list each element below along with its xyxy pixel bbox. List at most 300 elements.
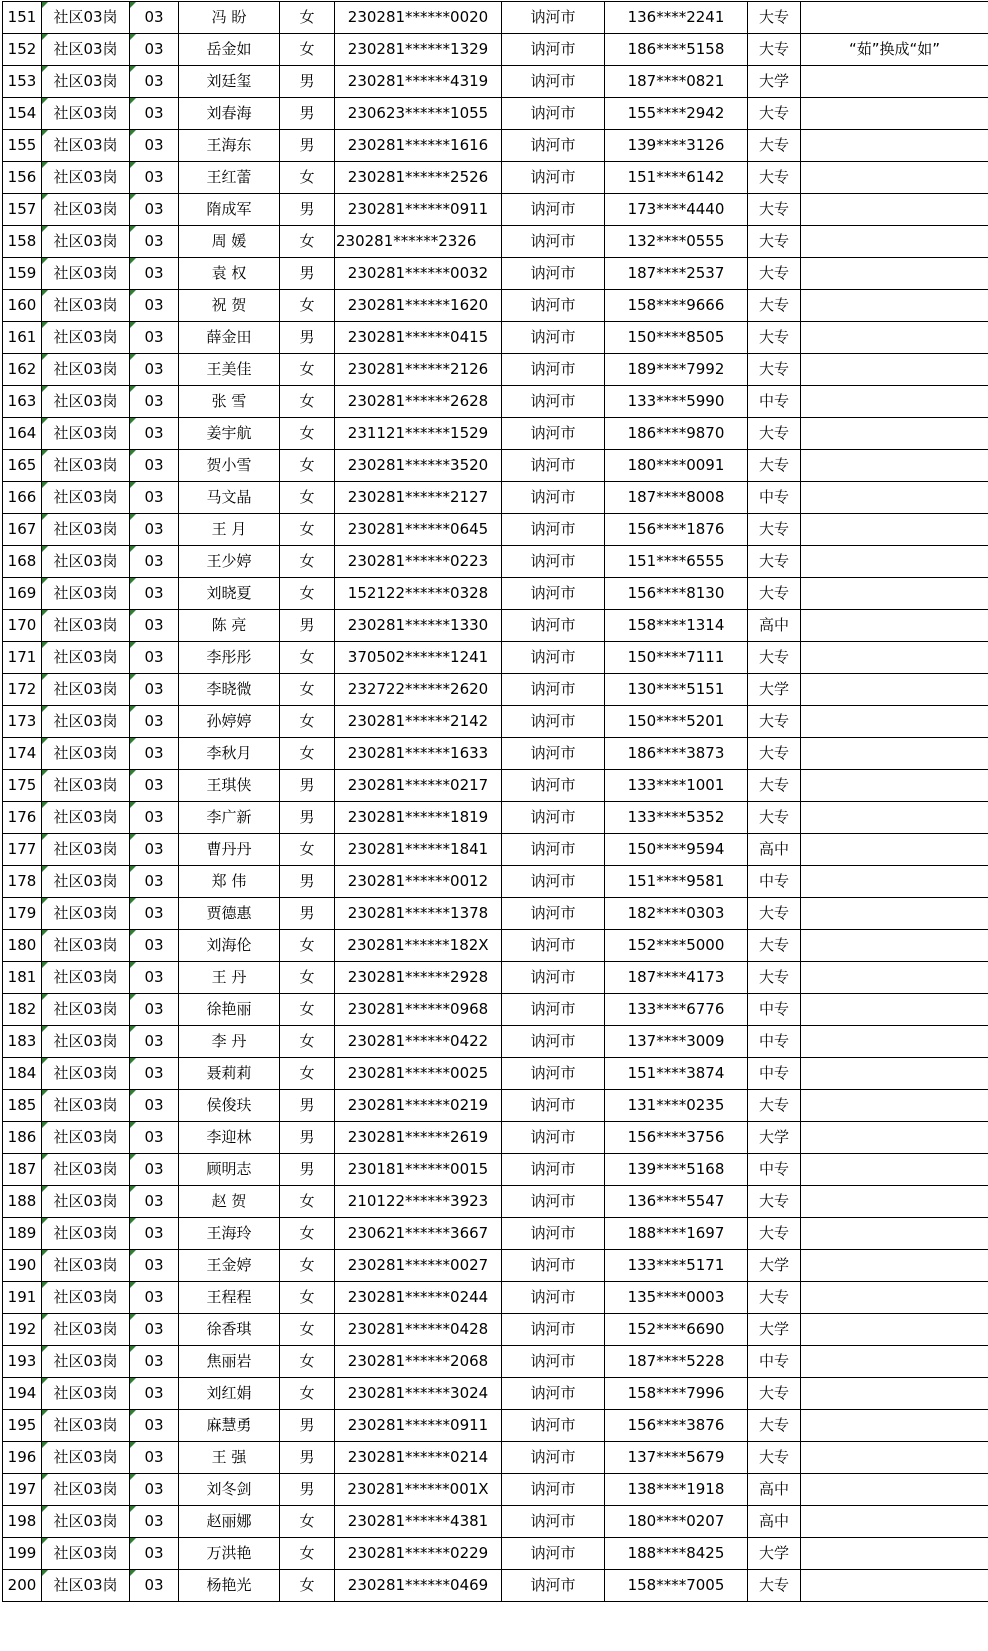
- cell-name[interactable]: 顾明志: [179, 1154, 280, 1186]
- cell-id-number[interactable]: 230281******0229: [335, 1538, 502, 1570]
- cell-note[interactable]: [801, 1474, 988, 1506]
- cell-city[interactable]: 讷河市: [502, 930, 605, 962]
- cell-city[interactable]: 讷河市: [502, 1410, 605, 1442]
- cell-phone[interactable]: 133****1001: [605, 770, 748, 802]
- cell-id-number[interactable]: 230281******0911: [335, 194, 502, 226]
- cell-sex[interactable]: 男: [280, 1154, 335, 1186]
- cell-note[interactable]: [801, 546, 988, 578]
- cell-city[interactable]: 讷河市: [502, 1154, 605, 1186]
- cell-number[interactable]: 160: [3, 290, 42, 322]
- cell-education[interactable]: 大学: [748, 1250, 801, 1282]
- cell-sex[interactable]: 女: [280, 642, 335, 674]
- cell-sex[interactable]: 男: [280, 322, 335, 354]
- cell-name[interactable]: 王美佳: [179, 354, 280, 386]
- cell-post-code[interactable]: 03: [130, 162, 179, 194]
- cell-note[interactable]: [801, 418, 988, 450]
- cell-note[interactable]: [801, 98, 988, 130]
- cell-name[interactable]: 王 强: [179, 1442, 280, 1474]
- cell-id-number[interactable]: 230281******2526: [335, 162, 502, 194]
- cell-city[interactable]: 讷河市: [502, 546, 605, 578]
- cell-name[interactable]: 祝 贺: [179, 290, 280, 322]
- cell-number[interactable]: 165: [3, 450, 42, 482]
- cell-id-number[interactable]: 230281******1378: [335, 898, 502, 930]
- cell-sex[interactable]: 女: [280, 962, 335, 994]
- cell-phone[interactable]: 137****3009: [605, 1026, 748, 1058]
- cell-city[interactable]: 讷河市: [502, 1186, 605, 1218]
- cell-number[interactable]: 157: [3, 194, 42, 226]
- cell-phone[interactable]: 152****6690: [605, 1314, 748, 1346]
- cell-post[interactable]: 社区03岗: [42, 290, 130, 322]
- cell-name[interactable]: 薛金田: [179, 322, 280, 354]
- cell-phone[interactable]: 188****8425: [605, 1538, 748, 1570]
- cell-education[interactable]: 高中: [748, 1506, 801, 1538]
- cell-post-code[interactable]: 03: [130, 1154, 179, 1186]
- cell-education[interactable]: 大专: [748, 162, 801, 194]
- cell-phone[interactable]: 150****8505: [605, 322, 748, 354]
- cell-sex[interactable]: 女: [280, 1058, 335, 1090]
- cell-post-code[interactable]: 03: [130, 354, 179, 386]
- cell-city[interactable]: 讷河市: [502, 418, 605, 450]
- cell-post-code[interactable]: 03: [130, 898, 179, 930]
- cell-post-code[interactable]: 03: [130, 1186, 179, 1218]
- cell-post-code[interactable]: 03: [130, 514, 179, 546]
- cell-name[interactable]: 王少婷: [179, 546, 280, 578]
- cell-sex[interactable]: 女: [280, 2, 335, 34]
- cell-note[interactable]: [801, 1186, 988, 1218]
- cell-number[interactable]: 156: [3, 162, 42, 194]
- cell-id-number[interactable]: 230281******0217: [335, 770, 502, 802]
- cell-post-code[interactable]: 03: [130, 642, 179, 674]
- cell-note[interactable]: [801, 962, 988, 994]
- cell-education[interactable]: 大学: [748, 1538, 801, 1570]
- cell-number[interactable]: 182: [3, 994, 42, 1026]
- cell-phone[interactable]: 156****3876: [605, 1410, 748, 1442]
- cell-city[interactable]: 讷河市: [502, 66, 605, 98]
- cell-sex[interactable]: 女: [280, 834, 335, 866]
- cell-phone[interactable]: 156****8130: [605, 578, 748, 610]
- cell-phone[interactable]: 182****0303: [605, 898, 748, 930]
- cell-name[interactable]: 贺小雪: [179, 450, 280, 482]
- cell-post[interactable]: 社区03岗: [42, 1346, 130, 1378]
- cell-number[interactable]: 153: [3, 66, 42, 98]
- cell-post-code[interactable]: 03: [130, 802, 179, 834]
- cell-sex[interactable]: 女: [280, 514, 335, 546]
- cell-note[interactable]: [801, 1218, 988, 1250]
- cell-post-code[interactable]: 03: [130, 994, 179, 1026]
- cell-number[interactable]: 196: [3, 1442, 42, 1474]
- cell-post-code[interactable]: 03: [130, 1378, 179, 1410]
- cell-sex[interactable]: 女: [280, 418, 335, 450]
- cell-sex[interactable]: 女: [280, 1570, 335, 1602]
- cell-city[interactable]: 讷河市: [502, 1442, 605, 1474]
- cell-note[interactable]: [801, 674, 988, 706]
- cell-post[interactable]: 社区03岗: [42, 450, 130, 482]
- cell-post[interactable]: 社区03岗: [42, 866, 130, 898]
- cell-city[interactable]: 讷河市: [502, 258, 605, 290]
- cell-post-code[interactable]: 03: [130, 1090, 179, 1122]
- cell-post-code[interactable]: 03: [130, 1570, 179, 1602]
- cell-number[interactable]: 183: [3, 1026, 42, 1058]
- cell-name[interactable]: 周 媛: [179, 226, 280, 258]
- cell-education[interactable]: 大专: [748, 642, 801, 674]
- cell-post[interactable]: 社区03岗: [42, 834, 130, 866]
- cell-post[interactable]: 社区03岗: [42, 2, 130, 34]
- cell-number[interactable]: 174: [3, 738, 42, 770]
- cell-id-number[interactable]: 230281******0025: [335, 1058, 502, 1090]
- cell-note[interactable]: [801, 514, 988, 546]
- cell-name[interactable]: 郑 伟: [179, 866, 280, 898]
- cell-post-code[interactable]: 03: [130, 1506, 179, 1538]
- cell-number[interactable]: 179: [3, 898, 42, 930]
- cell-education[interactable]: 大专: [748, 546, 801, 578]
- cell-post[interactable]: 社区03岗: [42, 226, 130, 258]
- cell-sex[interactable]: 女: [280, 1506, 335, 1538]
- cell-sex[interactable]: 女: [280, 1314, 335, 1346]
- cell-post-code[interactable]: 03: [130, 450, 179, 482]
- cell-city[interactable]: 讷河市: [502, 1474, 605, 1506]
- cell-education[interactable]: 中专: [748, 866, 801, 898]
- cell-sex[interactable]: 女: [280, 450, 335, 482]
- cell-education[interactable]: 大专: [748, 418, 801, 450]
- cell-number[interactable]: 161: [3, 322, 42, 354]
- cell-phone[interactable]: 152****5000: [605, 930, 748, 962]
- cell-post[interactable]: 社区03岗: [42, 1314, 130, 1346]
- cell-city[interactable]: 讷河市: [502, 1058, 605, 1090]
- cell-sex[interactable]: 女: [280, 1378, 335, 1410]
- cell-note[interactable]: [801, 1058, 988, 1090]
- cell-name[interactable]: 李晓微: [179, 674, 280, 706]
- cell-note[interactable]: [801, 2, 988, 34]
- cell-note[interactable]: [801, 1154, 988, 1186]
- cell-sex[interactable]: 女: [280, 162, 335, 194]
- cell-number[interactable]: 177: [3, 834, 42, 866]
- cell-post[interactable]: 社区03岗: [42, 322, 130, 354]
- cell-id-number[interactable]: 230281******0219: [335, 1090, 502, 1122]
- cell-number[interactable]: 162: [3, 354, 42, 386]
- cell-note[interactable]: [801, 866, 988, 898]
- cell-note[interactable]: [801, 1250, 988, 1282]
- cell-number[interactable]: 200: [3, 1570, 42, 1602]
- cell-note[interactable]: [801, 738, 988, 770]
- cell-phone[interactable]: 137****5679: [605, 1442, 748, 1474]
- cell-name[interactable]: 姜宇航: [179, 418, 280, 450]
- cell-number[interactable]: 173: [3, 706, 42, 738]
- cell-name[interactable]: 李迎林: [179, 1122, 280, 1154]
- cell-id-number[interactable]: 152122******0328: [335, 578, 502, 610]
- cell-city[interactable]: 讷河市: [502, 2, 605, 34]
- cell-number[interactable]: 166: [3, 482, 42, 514]
- cell-note[interactable]: [801, 802, 988, 834]
- cell-note[interactable]: [801, 642, 988, 674]
- cell-phone[interactable]: 158****7005: [605, 1570, 748, 1602]
- cell-number[interactable]: 194: [3, 1378, 42, 1410]
- cell-name[interactable]: 隋成军: [179, 194, 280, 226]
- cell-post[interactable]: 社区03岗: [42, 706, 130, 738]
- cell-number[interactable]: 185: [3, 1090, 42, 1122]
- cell-education[interactable]: 大专: [748, 930, 801, 962]
- cell-post[interactable]: 社区03岗: [42, 258, 130, 290]
- cell-note[interactable]: [801, 1090, 988, 1122]
- cell-name[interactable]: 马文晶: [179, 482, 280, 514]
- cell-phone[interactable]: 188****1697: [605, 1218, 748, 1250]
- cell-post[interactable]: 社区03岗: [42, 962, 130, 994]
- cell-post[interactable]: 社区03岗: [42, 98, 130, 130]
- cell-id-number[interactable]: 230281******3520: [335, 450, 502, 482]
- cell-note[interactable]: [801, 834, 988, 866]
- cell-sex[interactable]: 女: [280, 1026, 335, 1058]
- cell-note[interactable]: “茹”换成“如”: [801, 34, 988, 66]
- cell-education[interactable]: 大专: [748, 354, 801, 386]
- cell-sex[interactable]: 女: [280, 226, 335, 258]
- cell-sex[interactable]: 女: [280, 1538, 335, 1570]
- cell-id-number[interactable]: 230281******0020: [335, 2, 502, 34]
- cell-note[interactable]: [801, 482, 988, 514]
- cell-sex[interactable]: 女: [280, 386, 335, 418]
- cell-id-number[interactable]: 230281******0415: [335, 322, 502, 354]
- cell-post[interactable]: 社区03岗: [42, 994, 130, 1026]
- cell-sex[interactable]: 女: [280, 1346, 335, 1378]
- cell-education[interactable]: 中专: [748, 994, 801, 1026]
- cell-id-number[interactable]: 230281******2619: [335, 1122, 502, 1154]
- cell-education[interactable]: 大专: [748, 1186, 801, 1218]
- cell-id-number[interactable]: 230281******0422: [335, 1026, 502, 1058]
- cell-number[interactable]: 158: [3, 226, 42, 258]
- cell-note[interactable]: [801, 1442, 988, 1474]
- cell-note[interactable]: [801, 66, 988, 98]
- cell-note[interactable]: [801, 1314, 988, 1346]
- cell-id-number[interactable]: 230621******3667: [335, 1218, 502, 1250]
- cell-number[interactable]: 170: [3, 610, 42, 642]
- cell-id-number[interactable]: 230281******182X: [335, 930, 502, 962]
- cell-post[interactable]: 社区03岗: [42, 66, 130, 98]
- cell-number[interactable]: 190: [3, 1250, 42, 1282]
- cell-sex[interactable]: 男: [280, 898, 335, 930]
- cell-id-number[interactable]: 230281******3024: [335, 1378, 502, 1410]
- cell-city[interactable]: 讷河市: [502, 610, 605, 642]
- cell-post[interactable]: 社区03岗: [42, 1218, 130, 1250]
- cell-sex[interactable]: 男: [280, 866, 335, 898]
- cell-name[interactable]: 张 雪: [179, 386, 280, 418]
- cell-phone[interactable]: 156****3756: [605, 1122, 748, 1154]
- cell-sex[interactable]: 男: [280, 1474, 335, 1506]
- cell-number[interactable]: 199: [3, 1538, 42, 1570]
- cell-city[interactable]: 讷河市: [502, 1378, 605, 1410]
- cell-name[interactable]: 刘红娟: [179, 1378, 280, 1410]
- cell-education[interactable]: 大专: [748, 226, 801, 258]
- cell-number[interactable]: 159: [3, 258, 42, 290]
- cell-post-code[interactable]: 03: [130, 1282, 179, 1314]
- cell-id-number[interactable]: 230281******2928: [335, 962, 502, 994]
- cell-education[interactable]: 高中: [748, 1474, 801, 1506]
- cell-post-code[interactable]: 03: [130, 1026, 179, 1058]
- cell-name[interactable]: 李秋月: [179, 738, 280, 770]
- cell-post-code[interactable]: 03: [130, 2, 179, 34]
- cell-note[interactable]: [801, 770, 988, 802]
- cell-education[interactable]: 大专: [748, 770, 801, 802]
- cell-name[interactable]: 贾德惠: [179, 898, 280, 930]
- cell-name[interactable]: 王金婷: [179, 1250, 280, 1282]
- cell-id-number[interactable]: 230281******2142: [335, 706, 502, 738]
- cell-id-number[interactable]: 230281******0012: [335, 866, 502, 898]
- cell-sex[interactable]: 女: [280, 354, 335, 386]
- cell-sex[interactable]: 男: [280, 770, 335, 802]
- cell-phone[interactable]: 187****8008: [605, 482, 748, 514]
- cell-number[interactable]: 193: [3, 1346, 42, 1378]
- cell-phone[interactable]: 151****3874: [605, 1058, 748, 1090]
- cell-city[interactable]: 讷河市: [502, 226, 605, 258]
- cell-post[interactable]: 社区03岗: [42, 546, 130, 578]
- cell-name[interactable]: 王程程: [179, 1282, 280, 1314]
- cell-id-number[interactable]: 230281******0968: [335, 994, 502, 1026]
- cell-post-code[interactable]: 03: [130, 226, 179, 258]
- cell-name[interactable]: 杨艳光: [179, 1570, 280, 1602]
- cell-phone[interactable]: 135****0003: [605, 1282, 748, 1314]
- cell-note[interactable]: [801, 1122, 988, 1154]
- cell-post[interactable]: 社区03岗: [42, 898, 130, 930]
- cell-post-code[interactable]: 03: [130, 418, 179, 450]
- cell-post[interactable]: 社区03岗: [42, 610, 130, 642]
- cell-post[interactable]: 社区03岗: [42, 1058, 130, 1090]
- cell-education[interactable]: 大专: [748, 1282, 801, 1314]
- cell-phone[interactable]: 158****1314: [605, 610, 748, 642]
- cell-sex[interactable]: 男: [280, 66, 335, 98]
- cell-post[interactable]: 社区03岗: [42, 130, 130, 162]
- cell-number[interactable]: 172: [3, 674, 42, 706]
- cell-note[interactable]: [801, 450, 988, 482]
- cell-city[interactable]: 讷河市: [502, 514, 605, 546]
- cell-education[interactable]: 高中: [748, 834, 801, 866]
- cell-city[interactable]: 讷河市: [502, 834, 605, 866]
- cell-education[interactable]: 大专: [748, 450, 801, 482]
- cell-city[interactable]: 讷河市: [502, 1282, 605, 1314]
- cell-phone[interactable]: 133****5352: [605, 802, 748, 834]
- cell-post-code[interactable]: 03: [130, 674, 179, 706]
- cell-phone[interactable]: 133****5990: [605, 386, 748, 418]
- cell-id-number[interactable]: 230281******1330: [335, 610, 502, 642]
- cell-education[interactable]: 大专: [748, 1090, 801, 1122]
- cell-post[interactable]: 社区03岗: [42, 738, 130, 770]
- cell-phone[interactable]: 130****5151: [605, 674, 748, 706]
- cell-id-number[interactable]: 230281******1819: [335, 802, 502, 834]
- cell-number[interactable]: 167: [3, 514, 42, 546]
- cell-post-code[interactable]: 03: [130, 738, 179, 770]
- cell-sex[interactable]: 女: [280, 1250, 335, 1282]
- cell-name[interactable]: 王海东: [179, 130, 280, 162]
- cell-phone[interactable]: 150****5201: [605, 706, 748, 738]
- cell-post[interactable]: 社区03岗: [42, 1538, 130, 1570]
- cell-number[interactable]: 192: [3, 1314, 42, 1346]
- cell-city[interactable]: 讷河市: [502, 994, 605, 1026]
- cell-phone[interactable]: 156****1876: [605, 514, 748, 546]
- cell-note[interactable]: [801, 290, 988, 322]
- cell-education[interactable]: 大专: [748, 1442, 801, 1474]
- cell-sex[interactable]: 男: [280, 1122, 335, 1154]
- cell-post[interactable]: 社区03岗: [42, 930, 130, 962]
- cell-phone[interactable]: 136****2241: [605, 2, 748, 34]
- cell-education[interactable]: 中专: [748, 386, 801, 418]
- cell-education[interactable]: 大专: [748, 578, 801, 610]
- cell-education[interactable]: 大专: [748, 322, 801, 354]
- cell-note[interactable]: [801, 386, 988, 418]
- cell-number[interactable]: 175: [3, 770, 42, 802]
- cell-note[interactable]: [801, 226, 988, 258]
- cell-name[interactable]: 岳金如: [179, 34, 280, 66]
- cell-post[interactable]: 社区03岗: [42, 1154, 130, 1186]
- cell-post-code[interactable]: 03: [130, 1410, 179, 1442]
- cell-post[interactable]: 社区03岗: [42, 34, 130, 66]
- cell-education[interactable]: 大专: [748, 962, 801, 994]
- cell-post[interactable]: 社区03岗: [42, 194, 130, 226]
- cell-city[interactable]: 讷河市: [502, 674, 605, 706]
- cell-name[interactable]: 王红蕾: [179, 162, 280, 194]
- cell-note[interactable]: [801, 578, 988, 610]
- cell-post-code[interactable]: 03: [130, 1442, 179, 1474]
- cell-id-number[interactable]: 230281******1841: [335, 834, 502, 866]
- cell-note[interactable]: [801, 354, 988, 386]
- cell-city[interactable]: 讷河市: [502, 1346, 605, 1378]
- cell-education[interactable]: 大专: [748, 514, 801, 546]
- cell-city[interactable]: 讷河市: [502, 1570, 605, 1602]
- cell-name[interactable]: 刘海伦: [179, 930, 280, 962]
- cell-number[interactable]: 189: [3, 1218, 42, 1250]
- cell-education[interactable]: 大学: [748, 1122, 801, 1154]
- cell-city[interactable]: 讷河市: [502, 706, 605, 738]
- cell-sex[interactable]: 女: [280, 706, 335, 738]
- cell-post-code[interactable]: 03: [130, 834, 179, 866]
- cell-id-number[interactable]: 230281******2127: [335, 482, 502, 514]
- cell-education[interactable]: 高中: [748, 610, 801, 642]
- cell-name[interactable]: 刘冬剑: [179, 1474, 280, 1506]
- cell-city[interactable]: 讷河市: [502, 1538, 605, 1570]
- cell-post-code[interactable]: 03: [130, 866, 179, 898]
- cell-number[interactable]: 180: [3, 930, 42, 962]
- cell-note[interactable]: [801, 930, 988, 962]
- cell-id-number[interactable]: 230281******0027: [335, 1250, 502, 1282]
- cell-number[interactable]: 184: [3, 1058, 42, 1090]
- cell-sex[interactable]: 女: [280, 290, 335, 322]
- cell-phone[interactable]: 131****0235: [605, 1090, 748, 1122]
- cell-education[interactable]: 大专: [748, 898, 801, 930]
- cell-post[interactable]: 社区03岗: [42, 1474, 130, 1506]
- cell-city[interactable]: 讷河市: [502, 290, 605, 322]
- cell-note[interactable]: [801, 1538, 988, 1570]
- cell-id-number[interactable]: 232722******2620: [335, 674, 502, 706]
- cell-post[interactable]: 社区03岗: [42, 770, 130, 802]
- cell-education[interactable]: 大专: [748, 1410, 801, 1442]
- cell-phone[interactable]: 180****0207: [605, 1506, 748, 1538]
- cell-name[interactable]: 万洪艳: [179, 1538, 280, 1570]
- cell-name[interactable]: 赵丽娜: [179, 1506, 280, 1538]
- cell-sex[interactable]: 女: [280, 482, 335, 514]
- cell-name[interactable]: 刘晓夏: [179, 578, 280, 610]
- cell-education[interactable]: 中专: [748, 1346, 801, 1378]
- cell-city[interactable]: 讷河市: [502, 738, 605, 770]
- cell-id-number[interactable]: 231121******1529: [335, 418, 502, 450]
- cell-post[interactable]: 社区03岗: [42, 354, 130, 386]
- cell-education[interactable]: 中专: [748, 1154, 801, 1186]
- cell-post-code[interactable]: 03: [130, 322, 179, 354]
- cell-phone[interactable]: 173****4440: [605, 194, 748, 226]
- cell-id-number[interactable]: 230281******0428: [335, 1314, 502, 1346]
- cell-education[interactable]: 大专: [748, 1218, 801, 1250]
- cell-name[interactable]: 聂莉莉: [179, 1058, 280, 1090]
- cell-post-code[interactable]: 03: [130, 1122, 179, 1154]
- cell-note[interactable]: [801, 1282, 988, 1314]
- cell-id-number[interactable]: 230281******0645: [335, 514, 502, 546]
- cell-city[interactable]: 讷河市: [502, 194, 605, 226]
- cell-post-code[interactable]: 03: [130, 546, 179, 578]
- cell-number[interactable]: 197: [3, 1474, 42, 1506]
